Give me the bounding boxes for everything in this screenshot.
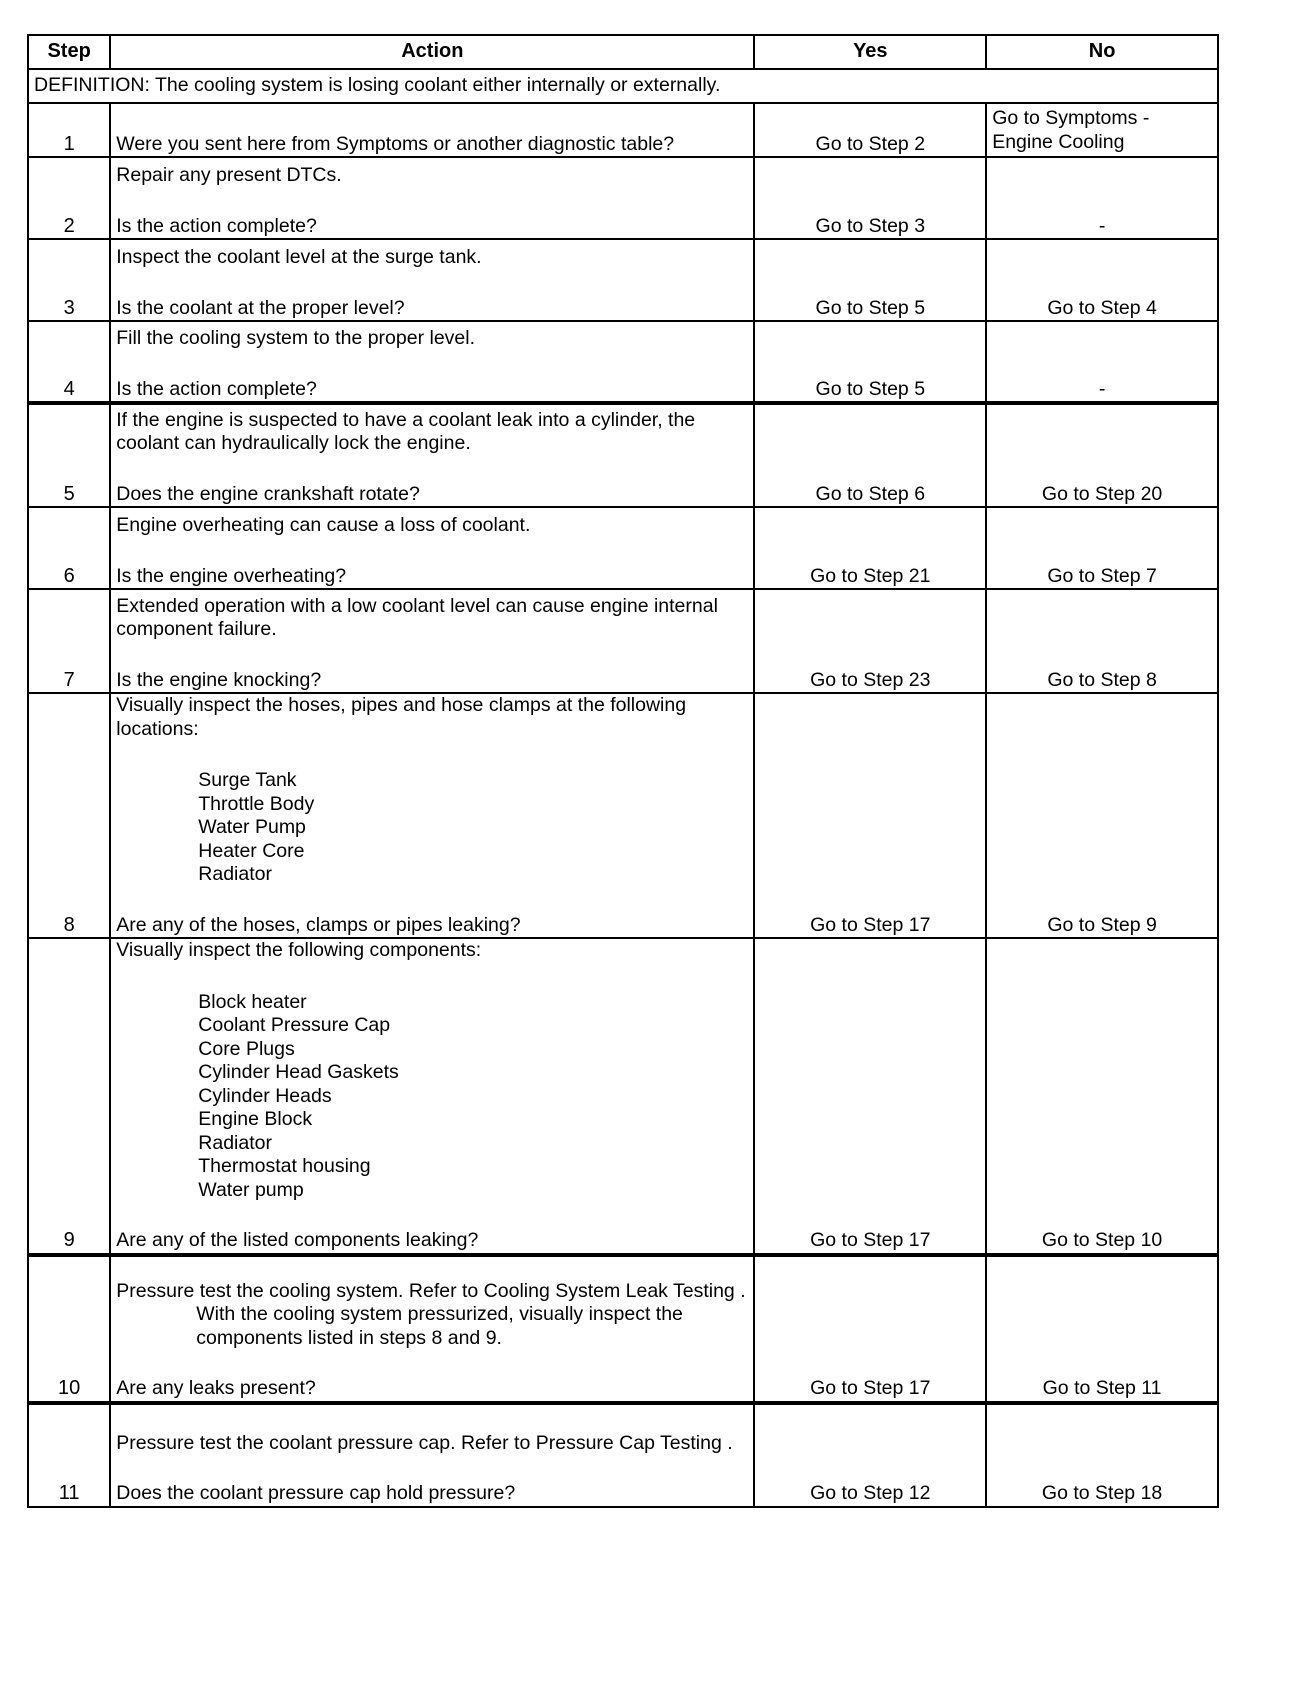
step-number: 6	[28, 507, 110, 589]
header-yes: Yes	[754, 35, 986, 69]
yes-result: Go to Step 2	[754, 103, 986, 157]
list-item: Radiator	[198, 1131, 272, 1154]
header-step: Step	[28, 35, 110, 69]
location-list	[116, 769, 748, 887]
step-action	[110, 157, 754, 239]
no-result: Go to Symptoms - Engine Cooling	[986, 103, 1218, 157]
no-result: Go to Step 7	[986, 507, 1218, 589]
action-question: Are any leaks present?	[116, 1377, 316, 1399]
list-item: Surge Tank	[198, 769, 297, 791]
list-item: Block heater	[198, 990, 307, 1013]
yes-result: Go to Step 23	[754, 589, 986, 693]
no-result: Go to Step 10	[986, 938, 1218, 1255]
action-question: Is the action complete?	[116, 214, 317, 237]
header-row	[28, 35, 1218, 69]
list-item: Coolant Pressure Cap	[198, 1014, 391, 1036]
table-row	[28, 321, 1218, 403]
action-question: Are any of the hoses, clamps or pipes leaking?	[116, 913, 521, 936]
step-number: 1	[28, 103, 110, 157]
table-row	[28, 1255, 1218, 1403]
action-question: Are any of the listed components leaking?	[116, 1229, 479, 1251]
step-number: 10	[28, 1255, 110, 1403]
action-text: Fill the cooling system to the proper level.	[116, 327, 476, 349]
action-text: Visually inspect the following components:	[116, 939, 482, 961]
list-item: Water pump	[198, 1178, 304, 1201]
action-text: Pressure test the cooling system. Refer to Cooling System Leak Testing .	[116, 1279, 746, 1302]
table-row	[28, 103, 1218, 157]
action-text: Visually inspect the hoses, pipes and hose clamps at the following locations:	[116, 694, 687, 740]
list-item: Cylinder Heads	[198, 1084, 332, 1107]
step-action	[110, 103, 754, 157]
step-action	[110, 403, 754, 507]
action-text: Inspect the coolant level at the surge tank.	[116, 246, 482, 268]
table-row	[28, 157, 1218, 239]
step-number: 2	[28, 157, 110, 239]
action-question: Does the engine crankshaft rotate?	[116, 482, 420, 505]
step-number: 4	[28, 321, 110, 403]
list-item: Heater Core	[198, 839, 305, 862]
yes-result: Go to Step 5	[754, 239, 986, 321]
diagnostic-table	[27, 34, 1219, 1508]
action-question: Does the coolant pressure cap hold pressure?	[116, 1482, 516, 1504]
step-number: 11	[28, 1403, 110, 1507]
step-action	[110, 239, 754, 321]
table-row	[28, 589, 1218, 693]
action-text: Extended operation with a low coolant level can cause engine internal component failure.	[116, 594, 718, 640]
no-result: -	[986, 321, 1218, 403]
step-action	[110, 321, 754, 403]
step-action	[110, 693, 754, 938]
action-text: If the engine is suspected to have a coolant leak into a cylinder, the coolant can hydraulically lock the engine.	[116, 408, 696, 454]
step-number: 5	[28, 403, 110, 507]
step-action	[110, 1403, 754, 1507]
action-text: Engine overheating can cause a loss of coolant.	[116, 514, 531, 536]
action-question: Is the engine knocking?	[116, 668, 322, 691]
action-text: Were you sent here from Symptoms or another diagnostic table?	[116, 132, 675, 155]
action-question: Is the action complete?	[116, 377, 317, 400]
no-result: Go to Step 4	[986, 239, 1218, 321]
step-action	[110, 1255, 754, 1403]
table-row	[28, 239, 1218, 321]
no-result: -	[986, 157, 1218, 239]
list-item: Throttle Body	[198, 792, 315, 815]
table-row	[28, 1403, 1218, 1507]
table-row	[28, 507, 1218, 589]
action-text: Repair any present DTCs.	[116, 164, 342, 186]
component-list	[116, 991, 748, 1203]
header-action: Action	[110, 35, 754, 69]
list-item: Core Plugs	[198, 1037, 295, 1060]
table-row	[28, 938, 1218, 1255]
no-result: Go to Step 8	[986, 589, 1218, 693]
table-row	[28, 693, 1218, 938]
step-action	[110, 938, 754, 1255]
yes-result: Go to Step 6	[754, 403, 986, 507]
no-result: Go to Step 20	[986, 403, 1218, 507]
no-result: Go to Step 11	[986, 1255, 1218, 1403]
step-number: 8	[28, 693, 110, 938]
step-action	[110, 589, 754, 693]
yes-result: Go to Step 17	[754, 1255, 986, 1403]
definition-text: DEFINITION: The cooling system is losing coolant either internally or externally.	[28, 69, 1218, 103]
table-row	[28, 403, 1218, 507]
definition-row	[28, 69, 1218, 103]
step-action	[110, 507, 754, 589]
action-subtext: With the cooling system pressurized, visually inspect the components listed in steps 8 and 9.	[196, 1303, 683, 1349]
action-question: Is the engine overheating?	[116, 564, 347, 587]
header-no: No	[986, 35, 1218, 69]
yes-result: Go to Step 21	[754, 507, 986, 589]
yes-result: Go to Step 3	[754, 157, 986, 239]
list-item: Thermostat housing	[198, 1155, 371, 1177]
action-text: Pressure test the coolant pressure cap. Refer to Pressure Cap Testing .	[116, 1431, 733, 1454]
list-item: Water Pump	[198, 816, 306, 838]
yes-result: Go to Step 12	[754, 1403, 986, 1507]
step-number: 3	[28, 239, 110, 321]
no-result: Go to Step 9	[986, 693, 1218, 938]
no-result: Go to Step 18	[986, 1403, 1218, 1507]
step-number: 7	[28, 589, 110, 693]
step-number: 9	[28, 938, 110, 1255]
yes-result: Go to Step 5	[754, 321, 986, 403]
yes-result: Go to Step 17	[754, 938, 986, 1255]
list-item: Cylinder Head Gaskets	[198, 1061, 399, 1083]
list-item: Engine Block	[198, 1108, 313, 1130]
action-question: Is the coolant at the proper level?	[116, 296, 405, 319]
list-item: Radiator	[198, 863, 272, 885]
yes-result: Go to Step 17	[754, 693, 986, 938]
